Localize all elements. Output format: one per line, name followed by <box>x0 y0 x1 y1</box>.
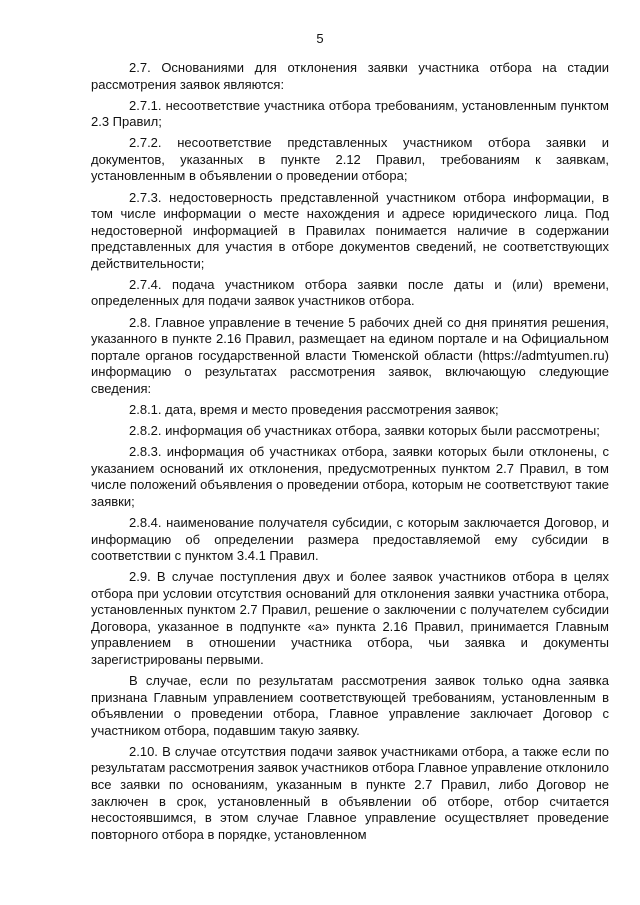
paragraph-2-7: 2.7. Основаниями для отклонения заявки участника отбора на стадии рассмотрения заявок являются: <box>91 60 609 92</box>
paragraph-2-8-2: 2.8.2. информация об участниках отбора, заявки которых были рассмотрены; <box>129 423 600 439</box>
paragraph-2-8: 2.8. Главное управление в течение 5 рабочих дней со дня принятия решения, указанного в пункте 2.16 Правил, размещает на едином портале и на Официальном портале органов государственной власти Тюменской области (https://admtyumen.ru) информацию о результатах рассмотрения заявок, включающую следующие сведения: <box>91 314 609 396</box>
document-body <box>91 60 609 848</box>
paragraph-2-9: 2.9. В случае поступления двух и более заявок участников отбора в целях отбора при условии отсутствия оснований для отклонения заявки участника отбора, установленных пунктом 2.7 Правил, решение о заключении с получателем субсидии Договора, указанное в подпункте «а» пункта 2.16 Правил, принимается Главным управлением в отношении участника отбора, чьи заявка и документы зарегистрированы первыми. <box>91 569 609 667</box>
paragraph-2-7-2: 2.7.2. несоответствие представленных участником отбора заявки и документов, указанных в пункте 2.12 Правил, требованиям к заявкам, установленным в объявлении о проведении отбора; <box>91 135 609 184</box>
page-number: 5 <box>316 31 324 46</box>
paragraph-2-7-4: 2.7.4. подача участником отбора заявки после даты и (или) времени, определенных для подачи заявок участников отбора. <box>91 276 609 309</box>
paragraph-2-7-3: 2.7.3. недостоверность представленной участником отбора информации, в том числе информации о месте нахождения и адресе юридического лица. Под недостоверной информацией в Правилах понимается наличие в содержании представленных для участия в отборе документов сведений, не соответствующих действительности; <box>91 189 609 271</box>
paragraph-2-8-4: 2.8.4. наименование получателя субсидии, с которым заключается Договор, и информацию об определении размера предоставляемой ему субсидии в соответствии с пунктом 3.4.1 Правил. <box>91 515 609 564</box>
paragraph-2-10: 2.10. В случае отсутствия подачи заявок участниками отбора, а также если по результатам рассмотрения заявок участников отбора Главное управление отклонило все заявки по основаниям, указанным в пункте 2.7 Правил, либо Договор не заключен в срок, установленный в объявлении об отборе, отбор считается несостоявшимся, в этом случае Главное управление осуществляет проведение повторного отбора в порядке, установленном <box>91 743 609 842</box>
paragraph-2-8-1: 2.8.1. дата, время и место проведения рассмотрения заявок; <box>129 401 499 417</box>
paragraph-2-8-3: 2.8.3. информация об участниках отбора, заявки которых были отклонены, с указанием оснований их отклонения, предусмотренных пунктом 2.7 Правил, в том числе положений объявления о проведении отбора, которым не соответствуют такие заявки; <box>91 444 609 509</box>
paragraph-2-9-continued: В случае, если по результатам рассмотрения заявок только одна заявка признана Главным управлением соответствующей требованиям, установленным в объявлении о проведении отбора, Главное управление заключает Договор с участником отбора, подавшим такую заявку. <box>91 673 609 738</box>
paragraph-2-7-1: 2.7.1. несоответствие участника отбора требованиям, установленным пунктом 2.3 Правил; <box>91 97 609 130</box>
